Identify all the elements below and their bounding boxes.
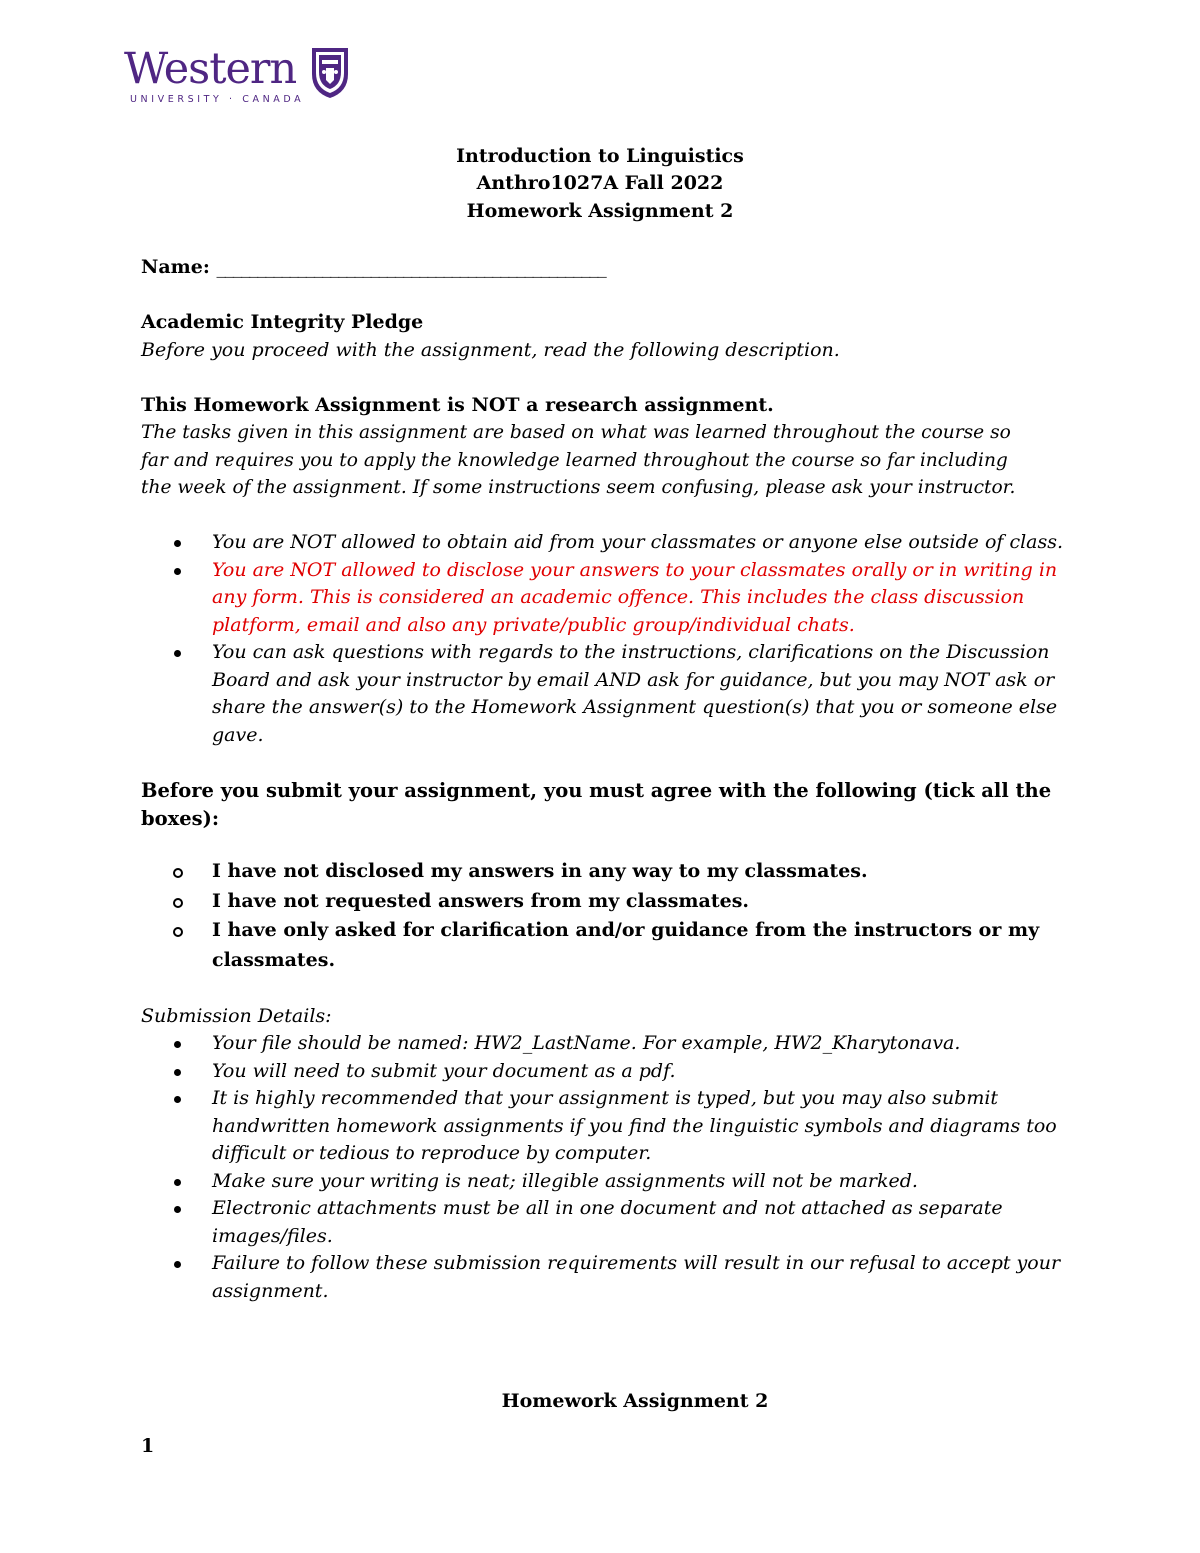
list-item: It is highly recommended that your assignment is typed, but you may also submit handwritten homework assignments if you find the linguistic symbols and diagrams too difficult or tedious to reproduce by computer. [172, 1085, 1072, 1168]
course-code: Anthro1027A Fall 2022 [476, 172, 724, 194]
submission-heading: Submission Details: [141, 1005, 332, 1027]
list-item: You are NOT allowed to obtain aid from your classmates or anyone else outside of class. [172, 529, 1072, 557]
bullet-icon [174, 1069, 181, 1076]
agreement-heading: Before you submit your assignment, you must agree with the following (tick all the [141, 779, 1052, 802]
western-logo [124, 42, 364, 112]
bullet-icon [174, 1041, 181, 1048]
agreement-checklist [172, 857, 1072, 975]
checklist-item[interactable]: I have not disclosed my answers in any way to my classmates. [172, 857, 1072, 887]
list-item: You can ask questions with regards to the instructions, clarifications on the Discussion Board and ask your instructor by email AND ask for guidance, but you may NOT ask or share the answer(s) to the Homework Assignment question(s) that you or someone else gave. [172, 639, 1072, 749]
list-item: You will need to submit your document as a pdf. [172, 1058, 1072, 1086]
bullet-icon [174, 1206, 181, 1213]
list-item: Your file should be named: HW2_LastName. For example, HW2_Kharytonava. [172, 1030, 1072, 1058]
name-field[interactable] [141, 254, 605, 281]
pledge-paragraph-line: The tasks given in this assignment are based on what was learned throughout the course so [141, 422, 1011, 443]
assignment-title: Homework Assignment 2 [466, 200, 734, 222]
list-item: Make sure your writing is neat; illegible assignments will not be marked. [172, 1168, 1072, 1196]
pledge-paragraph-line: the week of the assignment. If some instructions seem confusing, please ask your instructor. [141, 477, 1016, 498]
bullet-icon [174, 650, 181, 657]
bullet-icon [174, 1096, 181, 1103]
checklist-item[interactable]: I have only asked for clarification and/or guidance from the instructors or my classmates. [172, 916, 1072, 975]
bullet-icon [174, 568, 181, 575]
pledge-intro: Before you proceed with the assignment, read the following description. [141, 339, 840, 361]
logo-wordmark: Western [124, 44, 297, 94]
footer-title: Homework Assignment 2 [501, 1390, 769, 1412]
submission-details-list [172, 1030, 1072, 1305]
agreement-heading-continued: boxes): [141, 807, 220, 830]
checkbox-circle-icon[interactable] [173, 898, 183, 908]
course-title: Introduction to Linguistics [456, 145, 744, 167]
bullet-icon [174, 1179, 181, 1186]
list-item: Failure to follow these submission requirements will result in our refusal to accept your assignment. [172, 1250, 1072, 1305]
bullet-icon [174, 540, 181, 547]
list-item-warning: You are NOT allowed to disclose your answers to your classmates orally or in writing in any form. This is considered an academic offence. This includes the class discussion platform, email and also any private/public group/individual chats. [172, 557, 1072, 640]
research-note-heading: This Homework Assignment is NOT a research assignment. [141, 394, 774, 416]
page-number: 1 [141, 1435, 155, 1457]
integrity-rules-list [172, 529, 1072, 749]
checkbox-circle-icon[interactable] [173, 927, 183, 937]
bullet-icon [174, 1261, 181, 1268]
list-item: Electronic attachments must be all in one document and not attached as separate images/files. [172, 1195, 1072, 1250]
name-blank-line[interactable]: ________________________________________________ [216, 256, 606, 278]
pledge-heading: Academic Integrity Pledge [141, 311, 424, 333]
university-crest-icon [310, 46, 350, 100]
logo-subtitle: UNIVERSITY · CANADA [130, 94, 305, 105]
checkbox-circle-icon[interactable] [173, 868, 183, 878]
name-label: Name: [141, 256, 210, 278]
checklist-item[interactable]: I have not requested answers from my classmates. [172, 887, 1072, 917]
pledge-paragraph-line: far and requires you to apply the knowledge learned throughout the course so far including [141, 450, 1008, 471]
